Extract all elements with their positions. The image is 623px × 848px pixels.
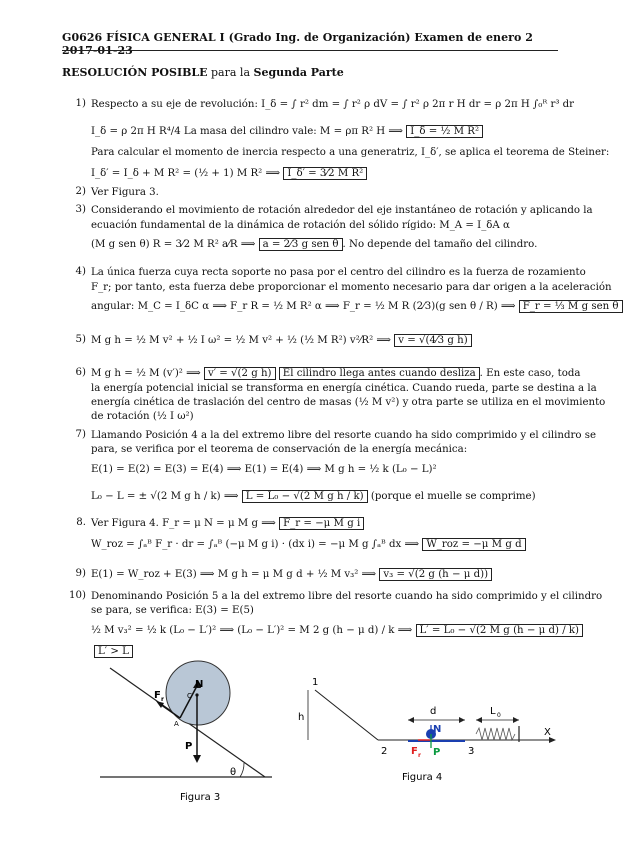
item5-line xyxy=(91,334,561,347)
item6-line4: de rotación (½ I ω²) xyxy=(91,411,194,422)
section-title-normal: para la xyxy=(207,66,254,79)
item6-line1-tail: . En este caso, toda xyxy=(479,368,581,379)
item7-line4-tail: (porque el muelle se comprime) xyxy=(367,491,536,502)
item-number-8: 8. xyxy=(76,517,86,528)
item3-line3-text: (M g sen θ) R = 3⁄2 M R² a⁄R ⟹ xyxy=(91,239,259,250)
item10-line2: se para, se verifica: E(3) = E(5) xyxy=(91,605,254,616)
item6-conclusion-box: El cilindro llega antes cuando desliza xyxy=(279,367,480,380)
item-number-4: 4) xyxy=(75,266,86,277)
friction-label: F xyxy=(154,690,161,701)
item1-line2-text: I_δ = ρ 2π H R⁴/4 La masa del cilindro vale: M = ρπ R² H ⟹ xyxy=(91,126,407,137)
normal-label-4: N xyxy=(433,724,442,735)
item-number-1: 1) xyxy=(75,98,86,109)
item4-line2: F_r; por tanto, esta fuerza debe proporcionar el momento necesario para dar origen a la aceleración xyxy=(91,282,612,293)
item4-line1: La única fuerza cuya recta soporte no pasa por el centro del cilindro es la fuerza de rozamiento xyxy=(91,267,586,278)
item6-line3: energía cinética de traslación del centro de masas (½ M v²) y otra parte se utiliza en el movimiento xyxy=(91,397,606,408)
spring xyxy=(476,728,515,740)
item8-line1 xyxy=(91,517,561,530)
ramp-line xyxy=(315,690,378,740)
section-title xyxy=(62,66,344,79)
item3-line3 xyxy=(91,238,561,251)
item-number-2: 2) xyxy=(75,186,86,197)
item3-line3-tail: . No depende del tamaño del cilindro. xyxy=(342,239,538,250)
item10-line3-text: ½ M v₃² = ½ k (L₀ − L′)² ⟹ (L₀ − L′)² = M 2 g (h − μ d) / k ⟹ xyxy=(91,625,416,636)
item7-line4 xyxy=(91,490,561,503)
item7-line1: Llamando Posición 4 a la del extremo libre del resorte cuando ha sido comprimido y el cilindro se xyxy=(91,430,596,441)
weight-label: P xyxy=(185,741,193,752)
item-number-9: 9) xyxy=(75,568,86,579)
figure-4 xyxy=(290,670,570,785)
weight-label-4: P xyxy=(433,747,441,758)
exam-header: G0626 FÍSICA GENERAL I (Grado Ing. de Organización) Examen de enero 2 2017-01-23 xyxy=(62,31,533,57)
spring-arrow-right xyxy=(513,717,519,723)
section-title-bold2: Segunda Parte xyxy=(253,66,344,79)
item8-line2 xyxy=(91,538,561,551)
item1-line3: Para calcular el momento de inercia respecto a una generatriz, I_δ′, se aplica el teorema de Steiner: xyxy=(91,147,610,158)
item10-line4 xyxy=(94,645,564,658)
x-axis-label: X xyxy=(544,727,551,738)
spring-arrow-left xyxy=(476,717,482,723)
position1-label: 1 xyxy=(312,677,319,688)
item9-line xyxy=(91,568,561,581)
item8-line1-text: Ver Figura 4. F_r = μ N = μ M g ⟹ xyxy=(91,518,280,529)
friction-label-4: F xyxy=(411,746,418,757)
item8-line2-text: W_roz = ∫ₐᴮ F_r · dr = ∫ₐᴮ (−μ M g i) · (dx i) = −μ M g ∫ₐᴮ dx ⟹ xyxy=(91,539,423,550)
item5-line-text: M g h = ½ M v² + ½ I ω² = ½ M v² + ½ (½ M R²) v²⁄R² ⟹ xyxy=(91,335,395,346)
normal-label: N xyxy=(195,679,204,690)
angle-arc xyxy=(240,763,244,777)
weight-arrowhead xyxy=(193,755,201,763)
figure4-caption: Figura 4 xyxy=(402,772,443,783)
spring-length-sub: 0 xyxy=(497,712,501,719)
item1-line4 xyxy=(91,167,561,180)
header-rule xyxy=(62,50,558,51)
item1-line4-text: I_δ′ = I_δ + M R² = (½ + 1) M R² ⟹ xyxy=(91,168,284,179)
item9-line-text: E(1) = W_roz + E(3) ⟹ M g h = μ M g d + ½ M v₃² ⟹ xyxy=(91,569,380,580)
item10-comparison-box: L′ > L xyxy=(94,645,133,658)
item1-line1: Respecto a su eje de revolución: I_δ = ∫ r² dm = ∫ r² ρ dV = ∫ r² ρ 2π r H dr = ρ 2π H ∫₀ᴿ r³ dr xyxy=(91,99,575,110)
distance-arrow-left xyxy=(408,717,414,723)
theta-label: θ xyxy=(230,767,237,778)
item4-line3 xyxy=(91,300,619,313)
item8-work-box: W_roz = −μ M g d xyxy=(422,538,525,551)
item-number-10: 10) xyxy=(69,590,86,601)
item10-line1: Denominando Posición 5 a la del extremo libre del resorte cuando ha sido comprimido y el cilindro xyxy=(91,591,603,602)
item3-line2: ecuación fundamental de la dinámica de rotación del sólido rígido: M_A = I_δA α xyxy=(91,220,510,231)
friction-sub-4: r xyxy=(418,752,421,759)
item1-steiner-box: I_δ′ = 3⁄2 M R² xyxy=(283,167,367,180)
position3-label: 3 xyxy=(468,746,475,757)
center-label: C xyxy=(187,692,192,700)
item8-friction-box: F_r = −μ M g i xyxy=(279,517,364,530)
item-number-3: 3) xyxy=(75,204,86,215)
friction-sub: r xyxy=(161,696,164,703)
figure3-caption: Figura 3 xyxy=(180,792,221,803)
item6-line1-text: M g h = ½ M (v′)² ⟹ xyxy=(91,368,204,379)
item7-line2: para, se verifica por el teorema de conservación de la energía mecánica: xyxy=(91,444,468,455)
item7-result-box: L = L₀ − √(2 M g h / k) xyxy=(242,490,368,503)
item5-result-box: v = √(4⁄3 g h) xyxy=(394,334,471,347)
height-label: h xyxy=(298,712,305,723)
item6-line1 xyxy=(91,367,581,380)
item1-result-box: I_δ = ½ M R² xyxy=(406,125,483,138)
item7-line4-text: L₀ − L = ± √(2 M g h / k) ⟹ xyxy=(91,491,242,502)
item10-result-box: L′ = L₀ − √(2 M g (h − μ d) / k) xyxy=(416,624,584,637)
distance-label: d xyxy=(430,706,437,717)
item6-velocity-box: v′ = √(2 g h) xyxy=(204,367,276,380)
item2-line: Ver Figura 3. xyxy=(91,187,159,198)
position2-label: 2 xyxy=(381,746,388,757)
item9-result-box: v₃ = √(2 g (h − μ d)) xyxy=(379,568,492,581)
section-title-bold: RESOLUCIÓN POSIBLE xyxy=(62,66,208,79)
item3-result-box: a = 2⁄3 g sen θ xyxy=(259,238,343,251)
item-number-6: 6) xyxy=(75,367,86,378)
item4-line3-text: angular: M_C = I_δC α ⟹ F_r R = ½ M R² α ⟹ F_r = ½ M R (2⁄3)(g sen θ / R) ⟹ xyxy=(91,301,519,312)
figure-3 xyxy=(90,660,280,805)
item4-result-box: F_r = ⅓ M g sen θ xyxy=(519,300,623,313)
item10-line3 xyxy=(91,624,580,637)
distance-arrow-right xyxy=(459,717,465,723)
contact-label: A xyxy=(174,720,179,728)
item-number-7: 7) xyxy=(75,429,86,440)
item6-line2: la energía potencial inicial se transforma en energía cinética. Cuando rueda, parte se destina a la xyxy=(91,383,597,394)
spring-length-label: L xyxy=(490,706,496,717)
item1-line2 xyxy=(91,125,561,138)
item3-line1: Considerando el movimiento de rotación alrededor del eje instantáneo de rotación y aplicando la xyxy=(91,205,593,216)
item7-line3: E(1) = E(2) = E(3) = E(4) ⟹ E(1) = E(4) ⟹ M g h = ½ k (L₀ − L)² xyxy=(91,464,437,475)
item-number-5: 5) xyxy=(75,334,86,345)
